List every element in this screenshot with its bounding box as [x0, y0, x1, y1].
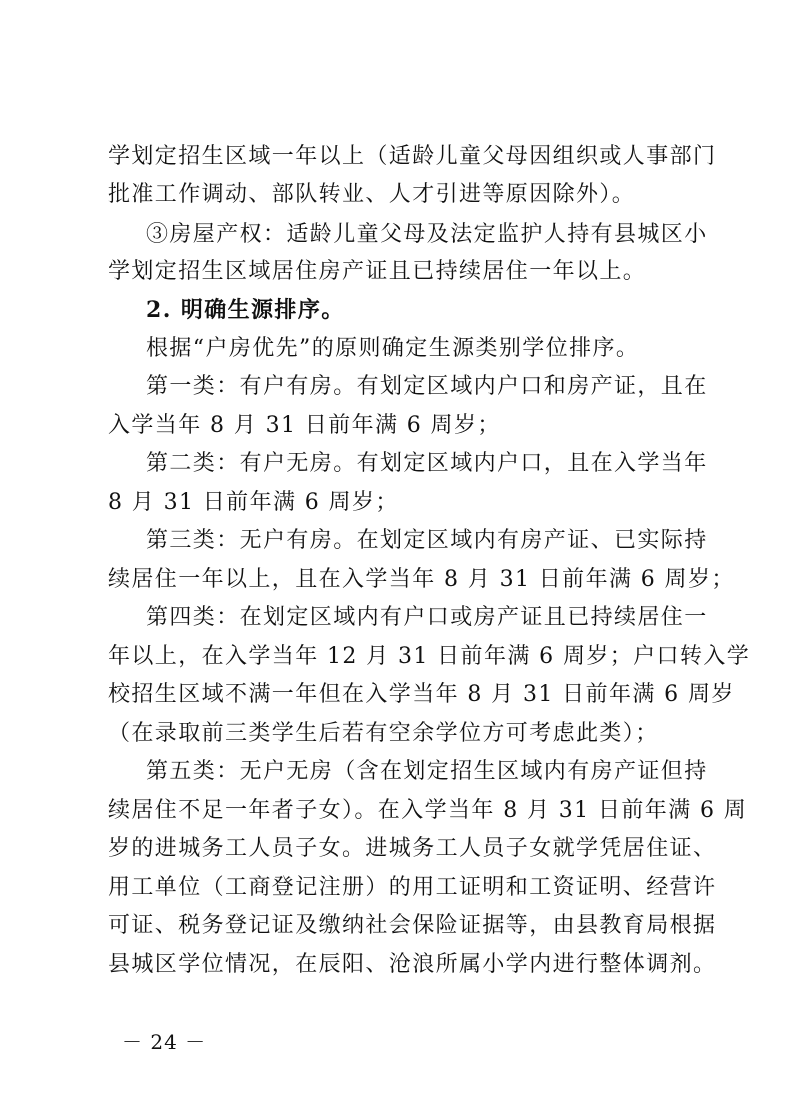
text-line: 学划定招生区域一年以上（适龄儿童父母因组织或人事部门 — [108, 144, 717, 169]
text-line: 第四类：在划定区域内有户口或房产证且已持续居住一 — [146, 605, 708, 630]
text-line: ③房屋产权：适龄儿童父母及法定监护人持有县城区小 — [146, 222, 708, 247]
text-line: 校招生区域不满一年但在入学当年 8 月 31 日前年满 6 周岁 — [108, 682, 735, 707]
text-line: （在录取前三类学生后若有空余学位方可考虑此类）； — [108, 721, 659, 746]
text-line: 批准工作调动、部队转业、人才引进等原因除外）。 — [108, 182, 636, 207]
text-line: 续居住不足一年者子女）。在入学当年 8 月 31 日前年满 6 周 — [108, 798, 748, 823]
text-line: 岁的进城务工人员子女。进城务工人员子女就学凭居住证、 — [108, 836, 717, 861]
text-line: 用工单位（工商登记注册）的用工证明和工资证明、经营许 — [108, 875, 717, 900]
page-number: － 24 － — [122, 1030, 207, 1054]
text-line: 年以上，在入学当年 12 月 31 日前年满 6 周岁；户口转入学 — [108, 644, 751, 669]
text-line: 第一类：有户有房。有划定区域内户口和房产证，且在 — [146, 374, 708, 399]
text-line: 第五类：无户无房（含在划定招生区域内有房产证但持 — [146, 759, 708, 784]
text-line: 可证、税务登记证及缴纳社会保险证据等，由县教育局根据 — [108, 913, 717, 938]
text-line: 学划定招生区域居住房产证且已持续居住一年以上。 — [108, 259, 647, 284]
text-line: 第二类：有户无房。有划定区域内户口，且在入学当年 — [146, 451, 708, 476]
section-heading: 2. 明确生源排序。 — [146, 297, 345, 323]
text-line: 县城区学位情况，在辰阳、沧浪所属小学内进行整体调剂。 — [108, 952, 717, 977]
text-line: 入学当年 8 月 31 日前年满 6 周岁； — [108, 413, 501, 438]
text-line: 续居住一年以上，且在入学当年 8 月 31 日前年满 6 周岁； — [108, 567, 735, 592]
text-line: 8 月 31 日前年满 6 周岁； — [108, 490, 399, 515]
text-line: 第三类：无户有房。在划定区域内有房产证、已实际持 — [146, 528, 708, 553]
text-line: 根据“户房优先”的原则确定生源类别学位排序。 — [146, 336, 640, 361]
